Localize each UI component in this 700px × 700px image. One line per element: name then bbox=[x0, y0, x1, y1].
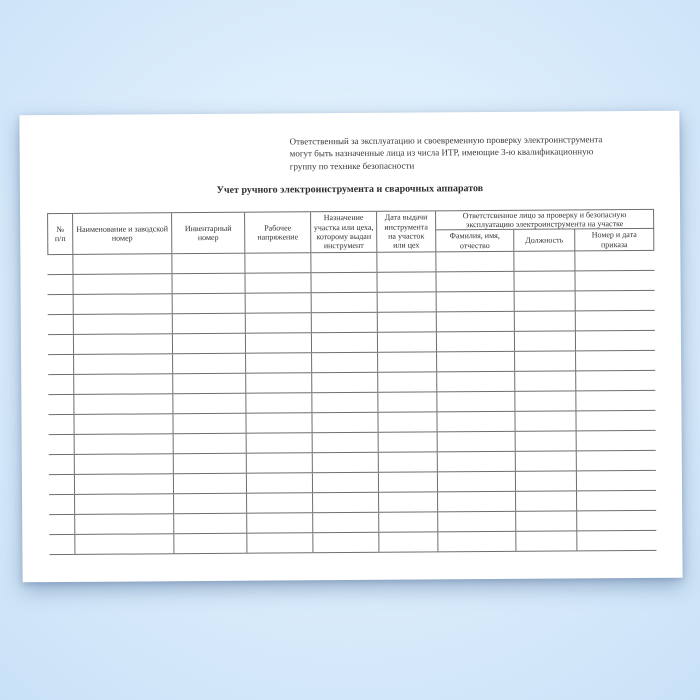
table-cell bbox=[437, 392, 515, 412]
table-cell bbox=[379, 432, 438, 451]
table-cell bbox=[379, 512, 438, 531]
table-cell bbox=[515, 371, 576, 390]
table-cell bbox=[575, 271, 654, 291]
table-cell bbox=[379, 472, 438, 491]
table-cell bbox=[246, 293, 312, 312]
table-cell bbox=[514, 251, 575, 270]
table-cell bbox=[576, 411, 655, 431]
table-cell bbox=[47, 275, 73, 294]
table-cell bbox=[75, 514, 174, 534]
table-cell bbox=[75, 534, 174, 554]
table-header bbox=[47, 209, 654, 255]
table-cell bbox=[48, 295, 74, 314]
table-cell bbox=[576, 311, 655, 331]
group-header-responsible-person: Ответстсвенное лицо за проверку и безопасную эксплуатацию электроинструмента на участке bbox=[436, 210, 654, 231]
table-cell bbox=[172, 274, 245, 294]
table-cell bbox=[436, 252, 514, 272]
table-cell bbox=[515, 391, 576, 410]
table-cell bbox=[377, 272, 436, 291]
table-cell bbox=[73, 274, 172, 294]
table-cell bbox=[577, 531, 656, 551]
table-cell bbox=[47, 255, 73, 274]
table-cell bbox=[245, 253, 311, 272]
table-cell bbox=[378, 332, 437, 351]
table-cell bbox=[575, 251, 654, 271]
table-cell bbox=[438, 472, 516, 492]
table-cell bbox=[437, 372, 515, 392]
table-cell bbox=[438, 432, 516, 452]
table-cell bbox=[378, 392, 437, 411]
table-cell bbox=[74, 334, 173, 354]
table-cell bbox=[577, 451, 656, 471]
table-cell bbox=[246, 333, 312, 352]
table-cell bbox=[75, 454, 174, 474]
document-title: Учет ручного электроинструмента и сварочных аппаратов bbox=[216, 183, 484, 196]
table-cell bbox=[437, 412, 515, 432]
table-cell bbox=[437, 312, 515, 332]
table-cell bbox=[516, 511, 577, 530]
table-cell bbox=[173, 354, 246, 374]
table-cell bbox=[313, 533, 379, 552]
table-cell bbox=[245, 273, 311, 292]
table-cell bbox=[173, 294, 246, 314]
table-cell bbox=[49, 515, 75, 534]
table-cell bbox=[173, 314, 246, 334]
table-cell bbox=[246, 413, 312, 432]
table-cell bbox=[438, 512, 516, 532]
table-cell bbox=[247, 533, 313, 552]
table-cell bbox=[48, 315, 74, 334]
table-cell bbox=[515, 411, 576, 430]
table-cell bbox=[311, 273, 377, 292]
table-cell bbox=[174, 534, 247, 554]
table-cell bbox=[576, 351, 655, 371]
table-cell bbox=[313, 513, 379, 532]
table-cell bbox=[48, 395, 74, 414]
table-cell bbox=[74, 374, 173, 394]
table-cell bbox=[74, 354, 173, 374]
table-cell bbox=[74, 314, 173, 334]
table-cell bbox=[247, 513, 313, 532]
table-cell bbox=[75, 434, 174, 454]
table-cell bbox=[313, 493, 379, 512]
col-header-row-number: № п/п bbox=[47, 214, 73, 254]
table-cell bbox=[247, 433, 313, 452]
table-cell bbox=[173, 394, 246, 414]
table-cell bbox=[577, 491, 656, 511]
table-cell bbox=[247, 473, 313, 492]
table-cell bbox=[73, 254, 172, 274]
table-cell bbox=[438, 452, 516, 472]
table-cell bbox=[174, 454, 247, 474]
col-header-issued-to-section: Назначение участка или цеха, которому выдан инструмент bbox=[311, 212, 377, 252]
table-cell bbox=[577, 471, 656, 491]
table-cell bbox=[379, 492, 438, 511]
table-body bbox=[47, 251, 656, 555]
table-cell bbox=[312, 373, 378, 392]
table-cell bbox=[516, 471, 577, 490]
table-cell bbox=[311, 253, 377, 272]
table-cell bbox=[516, 531, 577, 550]
table-cell bbox=[172, 254, 245, 274]
document-page bbox=[19, 111, 682, 583]
table-cell bbox=[576, 391, 655, 411]
table-cell bbox=[516, 431, 577, 450]
table-cell bbox=[246, 393, 312, 412]
col-header-name-serial: Наименование и заводской номер bbox=[73, 213, 172, 254]
table-cell bbox=[377, 252, 436, 271]
table-cell bbox=[48, 375, 74, 394]
table-cell bbox=[75, 474, 174, 494]
table-cell bbox=[378, 292, 437, 311]
table-cell bbox=[576, 331, 655, 351]
table-cell bbox=[48, 335, 74, 354]
table-cell bbox=[174, 434, 247, 454]
col-header-issue-date: Дата выдачи инструмента на участок или цех bbox=[377, 211, 436, 251]
table-cell bbox=[516, 451, 577, 470]
col-header-inventory-number: Инвентарный номер bbox=[172, 213, 245, 254]
table-cell bbox=[577, 511, 656, 531]
responsibility-note: Ответственный за эксплуатацию и своевременную проверку электроинструмента могут быть назначенные лица из числа ИТР, имеющие 3-ю квалификационную группу по технике безопасности bbox=[289, 134, 603, 172]
table-cell bbox=[312, 313, 378, 332]
table-cell bbox=[247, 493, 313, 512]
table-cell bbox=[74, 294, 173, 314]
table-cell bbox=[74, 394, 173, 414]
col-header-position: Должность bbox=[514, 229, 575, 250]
table-cell bbox=[437, 292, 515, 312]
table-cell bbox=[246, 353, 312, 372]
table-cell bbox=[49, 475, 75, 494]
table-cell bbox=[173, 414, 246, 434]
table-cell bbox=[74, 414, 173, 434]
table-cell bbox=[378, 312, 437, 331]
table-cell bbox=[378, 372, 437, 391]
col-header-order-number-date: Номер и дата приказа bbox=[575, 229, 654, 251]
table-cell bbox=[576, 291, 655, 311]
table-cell bbox=[75, 494, 174, 514]
table-cell bbox=[514, 271, 575, 290]
table-cell bbox=[49, 435, 75, 454]
table-cell bbox=[379, 452, 438, 471]
table-cell bbox=[247, 453, 313, 472]
table-cell bbox=[49, 495, 75, 514]
table-cell bbox=[173, 334, 246, 354]
table-cell bbox=[49, 455, 75, 474]
table-cell bbox=[437, 332, 515, 352]
table-cell bbox=[174, 514, 247, 534]
table-cell bbox=[438, 532, 516, 552]
table-cell bbox=[515, 311, 576, 330]
col-header-working-voltage: Рабочее напряжение bbox=[245, 212, 311, 252]
table-cell bbox=[48, 415, 74, 434]
table-cell bbox=[438, 492, 516, 512]
table-cell bbox=[516, 491, 577, 510]
table-cell bbox=[49, 535, 75, 554]
table-cell bbox=[246, 373, 312, 392]
table-cell bbox=[174, 494, 247, 514]
table-cell bbox=[313, 433, 379, 452]
table-cell bbox=[312, 293, 378, 312]
table-cell bbox=[48, 355, 74, 374]
table-cell bbox=[313, 453, 379, 472]
table-cell bbox=[313, 473, 379, 492]
table-cell bbox=[515, 351, 576, 370]
table-cell bbox=[437, 352, 515, 372]
table-cell bbox=[515, 291, 576, 310]
col-header-full-name: Фамилия, имя, отчество bbox=[436, 230, 514, 252]
table-cell bbox=[173, 374, 246, 394]
table-cell bbox=[378, 412, 437, 431]
table-cell bbox=[312, 413, 378, 432]
table-cell bbox=[379, 532, 438, 551]
table-cell bbox=[515, 331, 576, 350]
table-cell bbox=[312, 333, 378, 352]
table-cell bbox=[436, 272, 514, 292]
table-cell bbox=[312, 393, 378, 412]
table-cell bbox=[174, 474, 247, 494]
table-cell bbox=[576, 371, 655, 391]
table-cell bbox=[378, 352, 437, 371]
table-cell bbox=[577, 431, 656, 451]
table-cell bbox=[246, 313, 312, 332]
table-cell bbox=[312, 353, 378, 372]
table-row bbox=[49, 531, 656, 555]
register-table bbox=[47, 209, 656, 555]
